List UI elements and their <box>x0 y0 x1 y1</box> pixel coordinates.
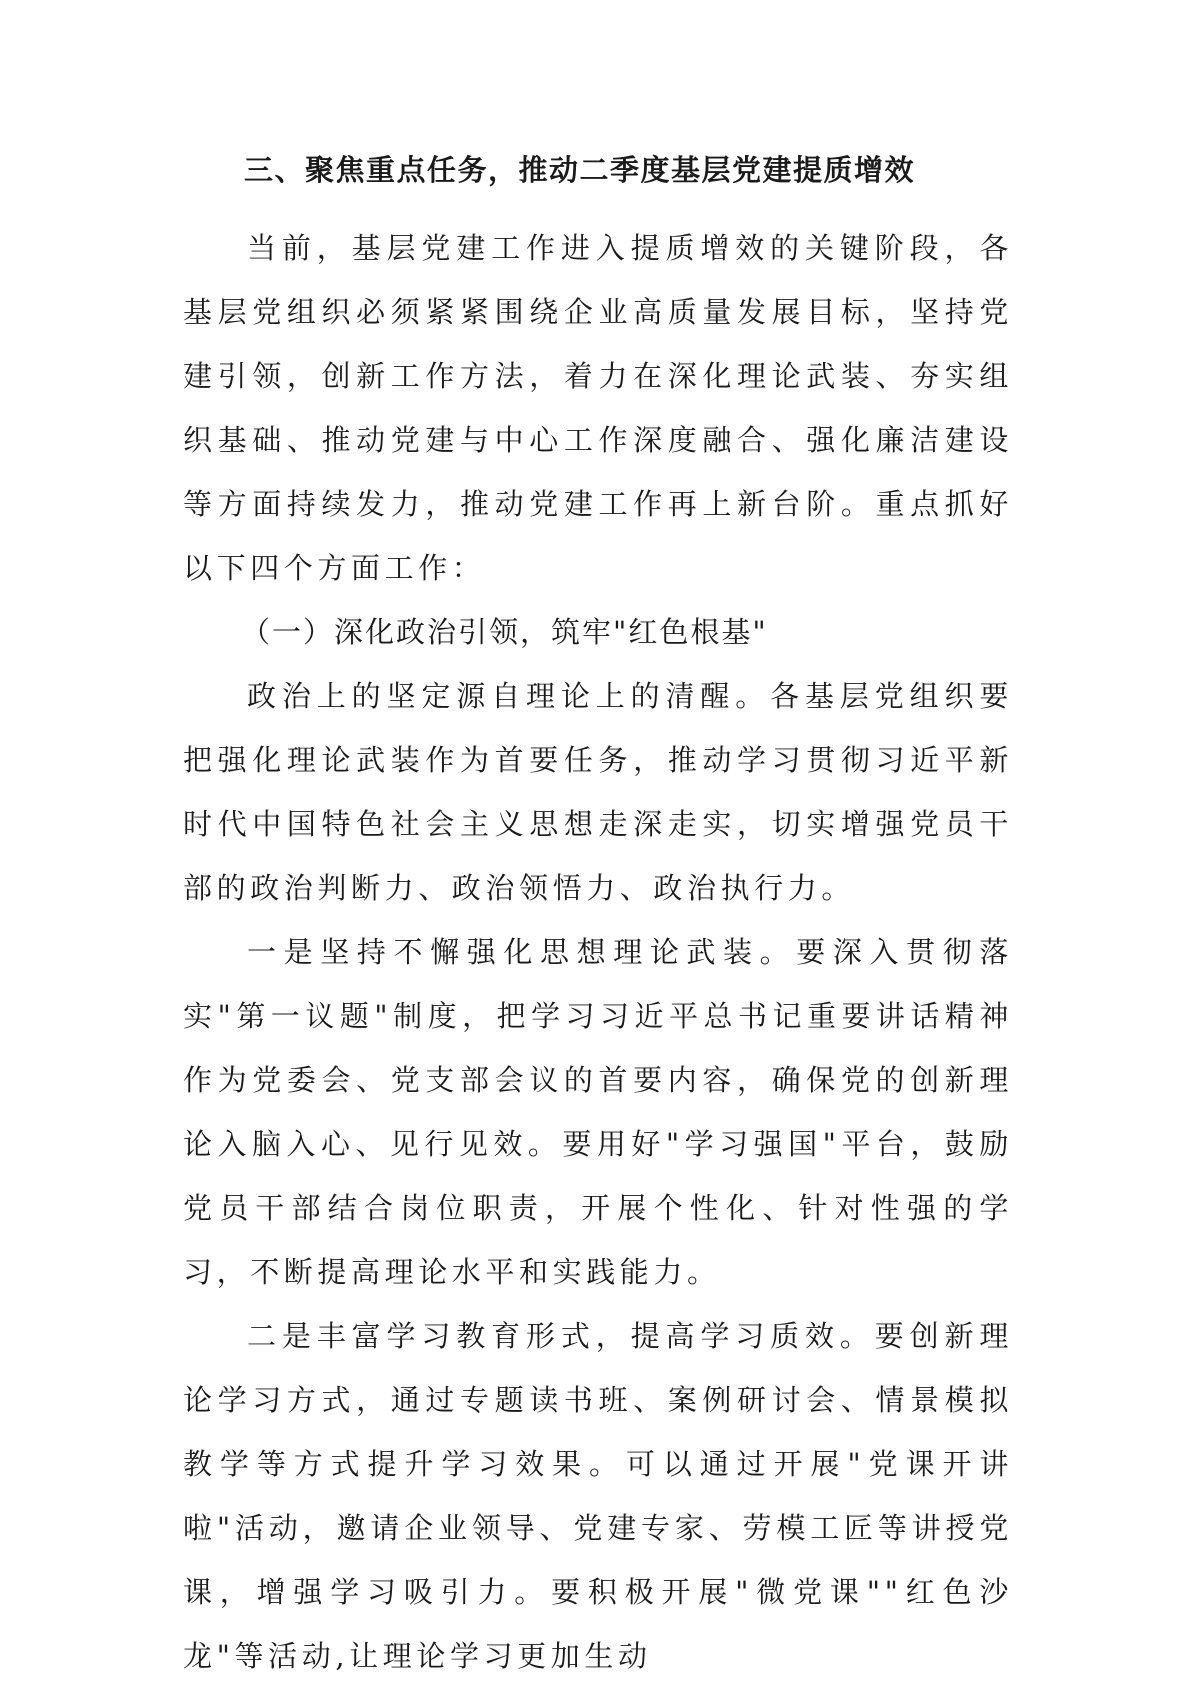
document-body <box>183 216 1013 1688</box>
section-heading: 三、聚焦重点任务，推动二季度基层党建提质增效 <box>244 153 916 187</box>
subsection-heading: （一）深化政治引领，筑牢"红色根基" <box>241 615 768 649</box>
intro-paragraph: 当前，基层党建工作进入提质增效的关键阶段，各基层党组织必须紧紧围绕企业高质量发展目标，坚持党建引领，创新工作方法，着力在深化理论武装、夯实组织基础、推动党建与中心工作深度融合、强化廉洁建设等方面持续发力，推动党建工作再上新台阶。重点抓好以下四个方面工作： <box>183 231 1013 585</box>
point-one-paragraph: 一是坚持不懈强化思想理论武装。要深入贯彻落实"第一议题"制度，把学习习近平总书记重要讲话精神作为党委会、党支部会议的首要内容，确保党的创新理论入脑入心、见行见效。要用好"学习强国"平台，鼓励党员干部结合岗位职责，开展个性化、针对性强的学习，不断提高理论水平和实践能力。 <box>183 935 1013 1289</box>
subsection-intro-paragraph: 政治上的坚定源自理论上的清醒。各基层党组织要把强化理论武装作为首要任务，推动学习贯彻习近平新时代中国特色社会主义思想走深走实，切实增强党员干部的政治判断力、政治领悟力、政治执行力。 <box>183 679 1013 905</box>
point-two-paragraph: 二是丰富学习教育形式，提高学习质效。要创新理论学习方式，通过专题读书班、案例研讨会、情景模拟教学等方式提升学习效果。可以通过开展"党课开讲啦"活动，邀请企业领导、党建专家、劳模工匠等讲授党课，增强学习吸引力。要积极开展"微党课""红色沙龙"等活动,让理论学习更加生动 <box>183 1319 1013 1673</box>
